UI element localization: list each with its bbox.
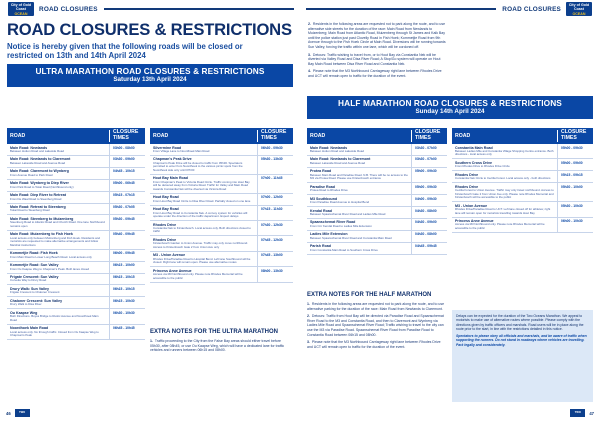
road-cell [150,206,257,220]
closure-time: 05h30 - 07h05 [109,204,145,215]
right-page [300,0,600,424]
road-name: Kommetjie Road: Fish Hoek [10,251,58,256]
closure-time: 07h45 - 12h30 [257,236,293,250]
road-description: From Cnr Kendal Road to Ladies Mile Extension [310,223,372,228]
half-banner-date: Sunday 14th April 2024 [415,108,485,115]
closure-time: 06h00 - 10h30 [557,218,593,232]
road-name: Hout Bay Road [153,207,179,212]
road-description: Between Spaanschemat River Road and Ladies Mile Road [310,211,386,216]
note-number: 3. [308,52,311,57]
closure-time: 07h45 - 13h00 [257,252,293,266]
road-cell [150,236,257,250]
closure-time: 07h30 - 12h30 [257,221,293,235]
road-description: Between Lakeside Road and Avenue Road [10,160,66,165]
road-cell [7,215,109,229]
table-row [150,236,293,251]
road-description: Drury Walk to Disa River [10,302,42,307]
road-cell [307,231,411,242]
ultra-banner-date: Saturday 13th April 2024 [113,76,187,83]
table-row [7,144,145,156]
col-road: ROAD [310,133,326,139]
table-row [7,297,145,309]
section-tag: ROAD CLOSURES [39,5,98,13]
road-description: Between Lakeside Road and Avenue Road [310,160,366,165]
road-cell [7,325,109,339]
road-name: Main Road: Diep River to Retreat [10,193,66,198]
road-cell [7,309,109,323]
table-row [307,219,447,231]
closure-time: 06h15 - 10h15 [109,285,145,296]
notice-text: Notice is hereby given that the following roads will be closed or restricted on 13th and 14th April 2024 [7,42,243,61]
note-item [150,339,290,353]
closure-time: 06h15 - 10h15 [109,274,145,285]
note-number: 4. [308,69,311,74]
road-cell [150,252,257,266]
road-cell [452,159,557,170]
ultra-notes-title: EXTRA NOTES FOR THE ULTRA MARATHON [150,329,278,335]
table-row [7,180,145,192]
note-text: Detours: Traffic from Hout Bay will be directed via Paradise Road and Spaanschemat River Road to the M3 and Constantia Road, and then to Claremont and Wynberg via Ladies Mile Road and Spaanschemat River Road; Traffic wishing to travel to the city can use the M3 via Paradise Road. Spaanschemat River Road from Paradise Road to Constantia Road between 06h15 and 08h00. [307,314,444,337]
note-item [307,302,447,311]
table-row [7,215,145,230]
road-cell [7,297,109,308]
road-cell [452,218,557,232]
table-row [150,267,293,282]
road-cell [150,156,257,174]
road-description: From Main Road to Lower Long Beach Road. Local access only [10,254,92,259]
closure-time: 04h00 - 09h30 [411,195,447,206]
note-text: Traffic proceeding to the City from the False Bay areas should either travel before 05h30, after 08h45, or use Ou Kaapse Weg, which will have a dedicated lane for traffic vehicles and runners between 06h15 and 08h00. [150,339,285,353]
table-row [452,144,593,159]
road-cell [452,202,557,216]
closure-time: 04h30 - 08h00 [411,207,447,218]
table-row [150,252,293,267]
page-number: 47 [589,410,594,416]
road-name: Ladies Mile Extension [310,232,348,237]
info-box [452,310,593,402]
col-road: ROAD [10,133,26,139]
half-closures-table-2 [452,128,593,233]
closure-time: 04h30 - 09h00 [411,219,447,230]
road-description: Cecilia Forest to Union Avenue. Traffic may only travel northbound. Access to Kirstenbosch Gate 2 from Union Ave only. Please note Rhodes Memorial and Kirstenbosch will be accessible to the public [455,188,554,200]
road-description: From Rhodes Drive to Rhodes Drive Circle [455,164,510,169]
road-name: Main Road: Newlands to Claremont [310,157,371,162]
table-header [7,128,145,144]
note-number: 1. [150,339,153,343]
page-footer [0,408,300,422]
table-row [150,156,293,175]
road-description: Corvette Way to Drury Road [10,278,47,283]
table-row [452,159,593,171]
road-name: Main Road: Muizenberg to Fish Hoek [10,232,73,237]
ultra-closures-table-1 [7,128,145,340]
info-bold-text: Spectators to please obey all officials and marshals, and be aware of traffic when supporting the runners. Do not stand in roadways where vehicles are travelling. Park legally and considerately. [456,334,587,347]
closure-time: 05h30 - 13h30 [257,156,293,174]
road-name: Silvermine Road [153,145,182,150]
road-description: Between Hutton Road and Lakeside Road [310,148,364,153]
closure-time: 03h30 - 09h00 [109,156,145,167]
ultra-banner [7,64,293,87]
road-name: Protea Road [310,169,332,174]
road-name: Rhodes Drive [153,237,177,242]
table-row [7,156,145,168]
table-row [307,144,447,156]
road-name: Rhodes Drive [455,172,479,177]
road-name: Main Road: Wynberg to Diep River [10,181,69,186]
note-number: 2. [307,314,310,319]
closure-time: 05h00 - 09h30 [411,168,447,182]
note-number: 2. [308,22,311,26]
road-cell [452,144,557,158]
note-text: Please note that the M3 Northbound Carriageway right lane between Rhodes Drive and UCT will remain open to traffic for the duration of the event. [307,340,441,349]
road-description: Local access only. No through traffic. Closed from Ou Kaapse Weg to Chapman's Peak [10,329,99,338]
road-cell [7,192,109,203]
road-name: Rhodes Drive [153,222,177,227]
road-description: Constantia Nek Circle to Cecilia Forest. Local access only - both directions [455,176,551,181]
col-times: CLOSURE TIMES [557,130,593,141]
road-cell [307,207,411,218]
closure-time: 05h00 - 09h00 [557,159,593,170]
road-description: Rhodes Drive/Paradise Road to Hospital Bend. Left lane Southbound will be closed. Right lane will remain open. Please use alternative routes [153,256,251,265]
closure-time: 04h30 - 08h00 [411,231,447,242]
road-name: Southern Cross Drive [455,160,492,165]
road-description: Steenberg Road to Atlantic Road and Church Road. One lane Northbound remains open [10,220,105,228]
road-name: Spaanschemat River Road [310,220,356,225]
event-logo: TWO OCEANS [572,411,584,422]
closure-time: 03h30 - 07h00 [411,144,447,155]
note-text: Residents in the following areas are requested not to park along the route, and to use alternative side streets for the duration of the race: Main Road from Newlands to Muizenberg; Main Road from Atlantic Road, Muizenberg through St James and Kalk Bay until the police station just past Clovelly Road in Fish Hoek; Kommetjie Road from 9th Avenue through to the Fish Hoek Circle at Main Road. Diversions will be running towards Sun Valley, forcing the traffic within one lane, which will be cordoned off. [308,22,446,49]
closure-time: 05h15 - 07h15 [109,192,145,203]
road-description: Protea Road to Rhodes Drive [310,188,348,193]
closure-time: 07h00 - 11h45 [257,175,293,193]
road-cell [7,156,109,167]
half-notes-title: EXTRA NOTES FOR THE HALF MARATHON [307,292,432,298]
road-name: Rhodes Drive [455,184,479,189]
road-name: Chapman's Peak Drive [153,157,192,162]
table-row [307,195,447,207]
table-header [307,128,447,144]
road-description: From Ou Kaapse Weg to Chapman's Peak. Both lanes closed [10,266,90,271]
ultra-closures-table-2 [150,128,293,283]
road-name: M3 - Union Avenue [153,253,186,258]
closure-time: 05h00 - 06h45 [109,180,145,191]
road-description: Between Spaanschemat River Road and Constantia Main Road [310,235,392,240]
table-row [452,183,593,202]
road-cell [452,183,557,201]
road-description: Local access only between Muizenberg and Fish Hoek. Residents and motorists are requested to make alternative arrangements and follow Marshal instructions [10,235,100,247]
road-name: Kendal Road [310,208,332,213]
table-row [307,207,447,219]
ultra-banner-title: ULTRA MARATHON ROAD CLOSURES & RESTRICTIONS [35,66,265,76]
road-description: From Hout Bay Road to Constantia Nek. A convoy system for vehicles will operate under the direction of the traffic department. Expect delays [153,210,248,219]
closure-time: 07h15 - 11h30 [257,206,293,220]
road-name: Parish Road [310,244,331,249]
closure-time: 03h00 - 08h00 [109,144,145,155]
road-name: Drury Walk: Sun Valley [10,286,50,291]
road-name: Paradise Road [310,184,335,189]
road-description: Chapman's Peak Drive will be closed to traffic from 05h30. Spectators permitted to enter from Noordhoek to the various picnic spots from the Noordhoek side only until 07h00 [153,160,243,172]
closure-time: 08h00 - 13h30 [257,267,293,281]
table-row [452,218,593,233]
road-name: Main Road: Claremont to Wynberg [10,169,69,174]
event-logo: TWO OCEANS [16,411,28,422]
road-description: Access via M3 Northbound only. Please note Rhodes Memorial will be accessible to the public [455,222,545,230]
table-row [7,285,145,297]
table-row [307,183,447,195]
road-cell [7,180,109,191]
page-header [300,0,600,18]
road-description: From Avenue Road to Park Road [10,172,53,177]
table-row [7,168,145,180]
page-number: 46 [6,410,11,416]
road-name: M3 Southbound [310,196,338,201]
road-name: Hout Bay Main Road [153,176,188,181]
closure-time: 04h45 - 10h15 [109,168,145,179]
note-item [308,22,446,50]
road-description: Between Main Road and Paradise Road. N.B. There will be no access to the M3 via Protea Road. Please use Kirstenbosch entrance [310,172,408,181]
table-row [452,202,593,217]
road-name: Princess Anne Avenue [153,268,192,273]
road-name: Main Road: Newlands to Claremont [10,157,71,162]
col-times: CLOSURE TIMES [257,130,293,141]
closure-time: 05h00 - 09h30 [557,144,593,158]
closure-time: 06h30 - 09h30 [257,144,293,155]
closure-time: 06h15 - 10h30 [109,297,145,308]
road-name: Main Road: Steenberg to Muizenberg [10,216,74,221]
road-cell [307,243,411,254]
half-banner-title: HALF MARATHON ROAD CLOSURES & RESTRICTIONS [338,98,562,108]
table-row [150,194,293,206]
road-cell [307,219,411,230]
road-cell [7,231,109,249]
table-row [7,231,145,250]
note-item [307,340,447,349]
road-cell [150,267,257,281]
note-number: 1. [307,302,310,306]
road-description: Kirstenbosch Garden to Union Avenue. Traffic may only move northbound. Access to Kirstenbosch Gate 2 from Union Ave only [153,241,249,249]
road-name: Ou Kaapse Weg [10,310,38,315]
road-description: From Park Road to Tokai Road (Northbound only) [10,184,74,189]
road-cell [150,144,257,155]
section-tag: ROAD CLOSURES [502,5,561,13]
road-cell [7,285,109,296]
road-name: Main Road: Newlands [310,145,348,150]
table-header [452,128,593,144]
road-description: Both Directions. Boyes Bridge to Rustic Avenue and Noordhoek Main Road [10,314,99,322]
closure-time: 06h30 - 10h30 [109,309,145,323]
road-description: Access via M3 Northbound only. Please note Rhodes Memorial will be accessible to the public [153,272,243,280]
road-name: Frigate Crescent: Sun Valley [10,275,59,280]
page-footer [300,408,600,422]
note-text: Detours: Traffic wishing to travel from, or to Hout Bay via Constantia Nek will be diverted via Valley Road and Disa River Road; A Stop/Go system will operate on Hout Bay Main Road between Disa River Road and Constantia Nek. [308,52,441,66]
closure-time: 06h45 - 10h45 [109,325,145,339]
road-cell [7,250,109,261]
table-row [150,175,293,194]
closure-time: 05h30 - 10h00 [557,183,593,201]
city-logo: City of Gold Coast OCEAN [8,2,34,16]
table-row [150,221,293,236]
ultra-notes [150,339,290,356]
note-number: 3. [307,340,310,345]
road-cell [307,195,411,206]
note-item [307,314,447,337]
table-row [7,325,145,340]
road-name: Hout Bay Road [153,195,179,200]
road-cell [7,168,109,179]
road-name: Chaloner Crescent: Sun Valley [10,298,63,303]
ultra-notes-continued [308,22,446,82]
road-description: Rhodes Drive/Paradise Road to UCT. Left lane closed off for athletes; right lane will remain open for motorists travelling towards Hout Bay [455,207,551,215]
note-text: Residents in the following areas are requested not to park along the route, and to use alternative parking for the duration of the race: Main Road from Newlands to Claremont. [307,302,445,311]
note-item [308,53,446,67]
closure-time: 06h15 - 10h00 [109,262,145,273]
road-cell [7,204,109,215]
col-times: CLOSURE TIMES [109,130,145,141]
table-row [307,231,447,243]
table-row [7,309,145,324]
road-description: Between Hutton Road and Lakeside Road [10,148,64,153]
road-description: From Constantia Main Road to Southern Cross Drive [310,247,378,252]
road-name: Princess Anne Avenue [455,219,494,224]
table-row [7,274,145,286]
half-closures-table-1 [307,128,447,255]
road-cell [7,262,109,273]
col-road: ROAD [153,133,169,139]
table-row [307,168,447,183]
road-name: Noordhoek Main Road [10,326,49,331]
col-times: CLOSURE TIMES [411,130,447,141]
table-row [150,144,293,156]
table-row [7,262,145,274]
road-description: From De Waal Road to Steenberg Road [10,196,62,201]
city-logo: City of Gold Coast OCEAN [566,2,592,16]
half-notes [307,302,447,352]
half-banner [307,96,593,119]
table-row [7,204,145,216]
table-header [150,128,293,144]
road-cell [307,156,411,167]
note-item [308,69,446,78]
road-cell [452,171,557,182]
road-cell [150,194,257,205]
road-description: Tokai Road to Steenberg Road [10,208,50,213]
note-text: Please note that the M3 Northbound Carriageway right lane between Rhodes Drive and UCT will remain open to traffic for the duration of the event. [308,69,442,78]
page-header [0,0,300,18]
closure-time: 05h30 - 10h30 [557,202,593,216]
page-title: ROAD CLOSURES & RESTRICTIONS [7,20,292,39]
road-cell [7,144,109,155]
road-name: Constantia Main Road [455,145,493,150]
closure-time: 05h30 - 09h45 [109,215,145,229]
closure-time: 05h40 - 09h45 [109,231,145,249]
road-description: Between Ladies Mile and Constantia Village Shopping Centre entrance. Both directions - local access only [455,148,554,157]
closure-time: 04h45 - 09h45 [411,243,447,254]
table-row [7,250,145,262]
road-name: Kommetjie Road: Sun Valley [10,263,59,268]
closure-time: 05h15 - 09h15 [557,171,593,182]
road-cell [150,175,257,193]
road-description: From Chapman's Peak to Victoria Road Circle. Traffic coming into Hout Bay will be detoured away from Victoria Road. Traffic for Valley and Main Road towards Constantia Nek will be diverted via Victoria Road [153,179,250,191]
closure-time: 03h30 - 07h00 [411,156,447,167]
road-cell [150,221,257,235]
road-description: Constantia Nek to Kirstenbosch. Local access only. Both directions closed to traffic [153,225,251,234]
road-name: M3 - Union Avenue [455,203,488,208]
header-rule [306,8,496,9]
table-row [452,171,593,183]
road-description: Frigate Crescent to Chaloner Crescent [10,290,60,295]
road-cell [7,274,109,285]
table-row [307,243,447,255]
info-text: Delays can be expected for the duration of the Two Oceans Marathon. We appeal to motorists to make use of alternative routes where possible. Please comply with the directions given by traffic officers and marshals. Road users will be in place along the route prior to the start, in line with the restrictions detailed in this notice. [456,314,584,331]
table-row [150,206,293,221]
road-cell [307,168,411,182]
road-description: From Hout Bay Road Circle to Disa River Road. Partially closed on one lane [153,198,251,203]
road-name: Main Road: Retreat to Steenberg [10,205,66,210]
road-name: Main Road: Newlands [10,145,48,150]
table-row [307,156,447,168]
col-road: ROAD [455,133,471,139]
road-cell [307,144,411,155]
road-description: From Village Lane to Noordhoek Main Road [153,148,210,153]
table-row [7,192,145,204]
closure-time: 05h00 - 09h30 [411,183,447,194]
road-cell [307,183,411,194]
header-rule [104,8,294,9]
road-description: From Paradise Road Avenue to Hospital Bend [310,200,370,205]
closure-time: 07h00 - 12h00 [257,194,293,205]
closure-time: 06h00 - 09h45 [109,250,145,261]
